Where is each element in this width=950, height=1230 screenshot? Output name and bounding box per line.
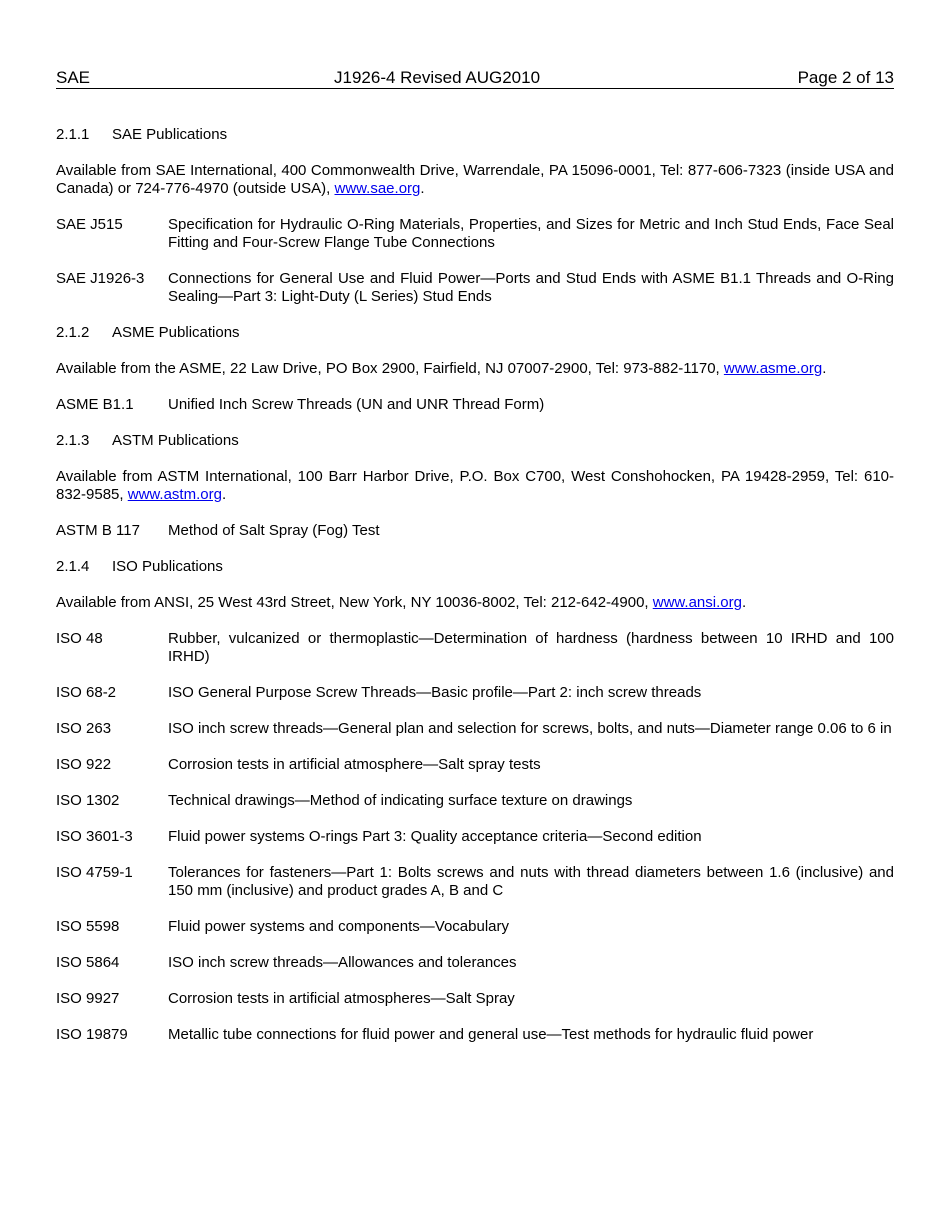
reference-title: Metallic tube connections for fluid power and general use—Test methods for hydraulic fluid power <box>168 1026 814 1043</box>
availability-text: Available from the ASME, 22 Law Drive, PO Box 2900, Fairfield, NJ 07007-2900, Tel: 973-882-1170, <box>56 360 724 377</box>
reference-code: SAE J1926-3 <box>56 270 145 287</box>
header-org: SAE <box>56 68 91 87</box>
reference-item <box>56 684 894 702</box>
section-title: SAE Publications <box>112 126 228 143</box>
section-title: ASTM Publications <box>112 432 239 449</box>
availability-end: . <box>741 594 747 611</box>
availability-end: . <box>221 486 227 503</box>
section-title: ISO Publications <box>112 558 223 575</box>
reference-code: ASME B1.1 <box>56 396 134 413</box>
reference-title: Corrosion tests in artificial atmosphere—Salt spray tests <box>168 756 541 773</box>
reference-title: ISO inch screw threads—Allowances and tolerances <box>168 954 517 971</box>
reference-code: ISO 5864 <box>56 954 120 971</box>
availability-end: . <box>420 180 425 197</box>
reference-item <box>56 522 894 540</box>
reference-item <box>56 954 894 972</box>
asme-link[interactable]: www.asme.org <box>723 360 823 377</box>
reference-code: ISO 48 <box>56 630 103 647</box>
reference-title: Specification for Hydraulic O-Ring Materials, Properties, and Sizes for Metric and Inch Stud Ends, Face Seal Fitting and Four-Screw Flange Tube Connections <box>168 216 894 251</box>
availability-text: Available from ASTM International, 100 Barr Harbor Drive, P.O. Box C700, West Conshohocken, PA 19428-2959, Tel: 610-832-9585, <box>56 468 894 503</box>
reference-code: ISO 5598 <box>56 918 120 935</box>
reference-title: Rubber, vulcanized or thermoplastic—Determination of hardness (hardness between 10 IRHD and 100 IRHD) <box>168 630 894 665</box>
reference-item <box>56 828 894 846</box>
reference-code: ISO 1302 <box>56 792 120 809</box>
header-page-number: Page 2 of 13 <box>797 68 894 87</box>
availability-text: Available from SAE International, 400 Commonwealth Drive, Warrendale, PA 15096-0001, Tel: 877-606-7323 (inside USA and Canada) or 724-776-4970 (outside USA), <box>56 162 894 197</box>
reference-title: Unified Inch Screw Threads (UN and UNR Thread Form) <box>168 396 545 413</box>
astm-link[interactable]: www.astm.org <box>127 486 222 503</box>
availability-asme <box>56 360 894 378</box>
section-number: 2.1.4 <box>56 558 90 575</box>
availability-end: . <box>822 360 827 377</box>
reference-item <box>56 756 894 774</box>
availability-text: Available from ANSI, 25 West 43rd Street, New York, NY 10036-8002, Tel: 212-642-4900, <box>56 594 653 611</box>
reference-code: ISO 922 <box>56 756 112 773</box>
reference-item <box>56 864 894 900</box>
section-title: ASME Publications <box>112 324 240 341</box>
reference-code: ISO 19879 <box>56 1026 128 1043</box>
reference-item <box>56 216 894 252</box>
availability-iso <box>56 594 894 612</box>
section-heading-astm <box>56 432 894 450</box>
document-body <box>56 126 894 1062</box>
reference-title: Fluid power systems and components—Vocabulary <box>168 918 510 935</box>
reference-item <box>56 1026 894 1044</box>
reference-title: Corrosion tests in artificial atmospheres—Salt Spray <box>168 990 515 1007</box>
reference-code: ISO 9927 <box>56 990 120 1007</box>
section-number: 2.1.2 <box>56 324 90 341</box>
reference-code: ASTM B 117 <box>56 522 140 539</box>
reference-item <box>56 396 894 414</box>
section-number: 2.1.3 <box>56 432 90 449</box>
section-heading-asme <box>56 324 894 342</box>
reference-title: ISO inch screw threads—General plan and selection for screws, bolts, and nuts—Diameter range 0.06 to 6 in <box>168 720 892 737</box>
page-header <box>56 68 894 89</box>
reference-title: Tolerances for fasteners—Part 1: Bolts screws and nuts with thread diameters between 1.6 (inclusive) and 150 mm (inclusive) and product grades A, B and C <box>168 864 894 899</box>
ansi-link[interactable]: www.ansi.org <box>652 594 742 611</box>
section-number: 2.1.1 <box>56 126 90 143</box>
reference-title: Fluid power systems O-rings Part 3: Quality acceptance criteria—Second edition <box>168 828 702 845</box>
section-heading-sae <box>56 126 894 144</box>
reference-title: Technical drawings—Method of indicating surface texture on drawings <box>168 792 633 809</box>
reference-title: Connections for General Use and Fluid Power—Ports and Stud Ends with ASME B1.1 Threads and O-Ring Sealing—Part 3: Light-Duty (L Series) Stud Ends <box>168 270 894 305</box>
section-heading-iso <box>56 558 894 576</box>
reference-code: ISO 263 <box>56 720 112 737</box>
reference-title: ISO General Purpose Screw Threads—Basic profile—Part 2: inch screw threads <box>168 684 702 701</box>
reference-code: SAE J515 <box>56 216 123 233</box>
reference-code: ISO 4759-1 <box>56 864 133 881</box>
header-doc-id: J1926-4 Revised AUG2010 <box>334 68 541 87</box>
reference-item <box>56 270 894 306</box>
reference-item <box>56 720 894 738</box>
reference-item <box>56 630 894 666</box>
reference-item <box>56 990 894 1008</box>
reference-title: Method of Salt Spray (Fog) Test <box>168 522 380 539</box>
reference-code: ISO 68-2 <box>56 684 117 701</box>
sae-link[interactable]: www.sae.org <box>334 180 421 197</box>
reference-item <box>56 918 894 936</box>
availability-astm <box>56 468 894 504</box>
reference-item <box>56 792 894 810</box>
availability-sae <box>56 162 894 198</box>
reference-code: ISO 3601-3 <box>56 828 133 845</box>
